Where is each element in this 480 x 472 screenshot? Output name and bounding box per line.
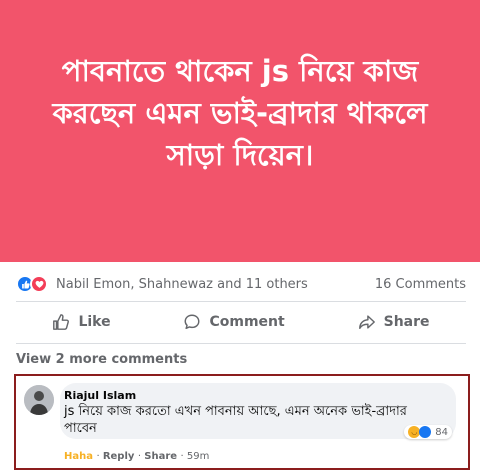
reactors-text[interactable]: Nabil Emon, Shahnewaz and 11 others [56,276,308,292]
post-actions [16,306,466,338]
haha-reaction-icon: ◡ [408,426,420,438]
share-label: Share [383,314,430,330]
like-reaction-icon [419,426,431,438]
comment-meta [64,451,209,462]
comment-button[interactable] [183,313,284,331]
comment-label: Comment [209,314,285,330]
share-link[interactable]: Share [144,451,178,462]
separator: · [96,451,103,462]
reply-link[interactable]: Reply [102,451,135,462]
comment-bubble [60,383,456,439]
haha-reaction-label[interactable]: Haha [64,451,93,462]
divider [16,343,466,344]
like-label: Like [78,314,111,330]
comment-author[interactable]: Riajul Islam [64,389,137,402]
comment-time[interactable]: 59m [186,451,210,462]
comment-text: js নিয়ে কাজ করতো এখন পাবনায় আছে, এমন অনেক ভাই-ব্রাদার পাবেন [64,404,407,436]
love-reaction-icon [30,275,48,293]
comment-icon [183,313,201,331]
thumbs-up-icon [52,313,70,331]
banner-text: পাবনাতে থাকেন js নিয়ে কাজ করছেন এমন ভাই-ব্রাদার থাকলে সাড়া দিয়েন। [52,54,428,172]
like-button[interactable] [52,313,110,331]
reaction-summary[interactable] [16,271,466,297]
comment-reactions[interactable] [404,425,452,439]
separator: · [137,451,145,462]
separator: · [180,451,187,462]
avatar[interactable] [24,385,54,415]
share-icon [358,313,376,331]
highlighted-comment [14,374,470,470]
comment-reaction-count: 84 [435,426,448,438]
view-more-comments-link[interactable]: View 2 more comments [16,352,188,367]
share-button[interactable] [358,313,430,331]
divider [16,301,466,302]
comment-count[interactable]: 16 Comments [374,276,466,292]
reaction-icons[interactable] [16,275,48,293]
